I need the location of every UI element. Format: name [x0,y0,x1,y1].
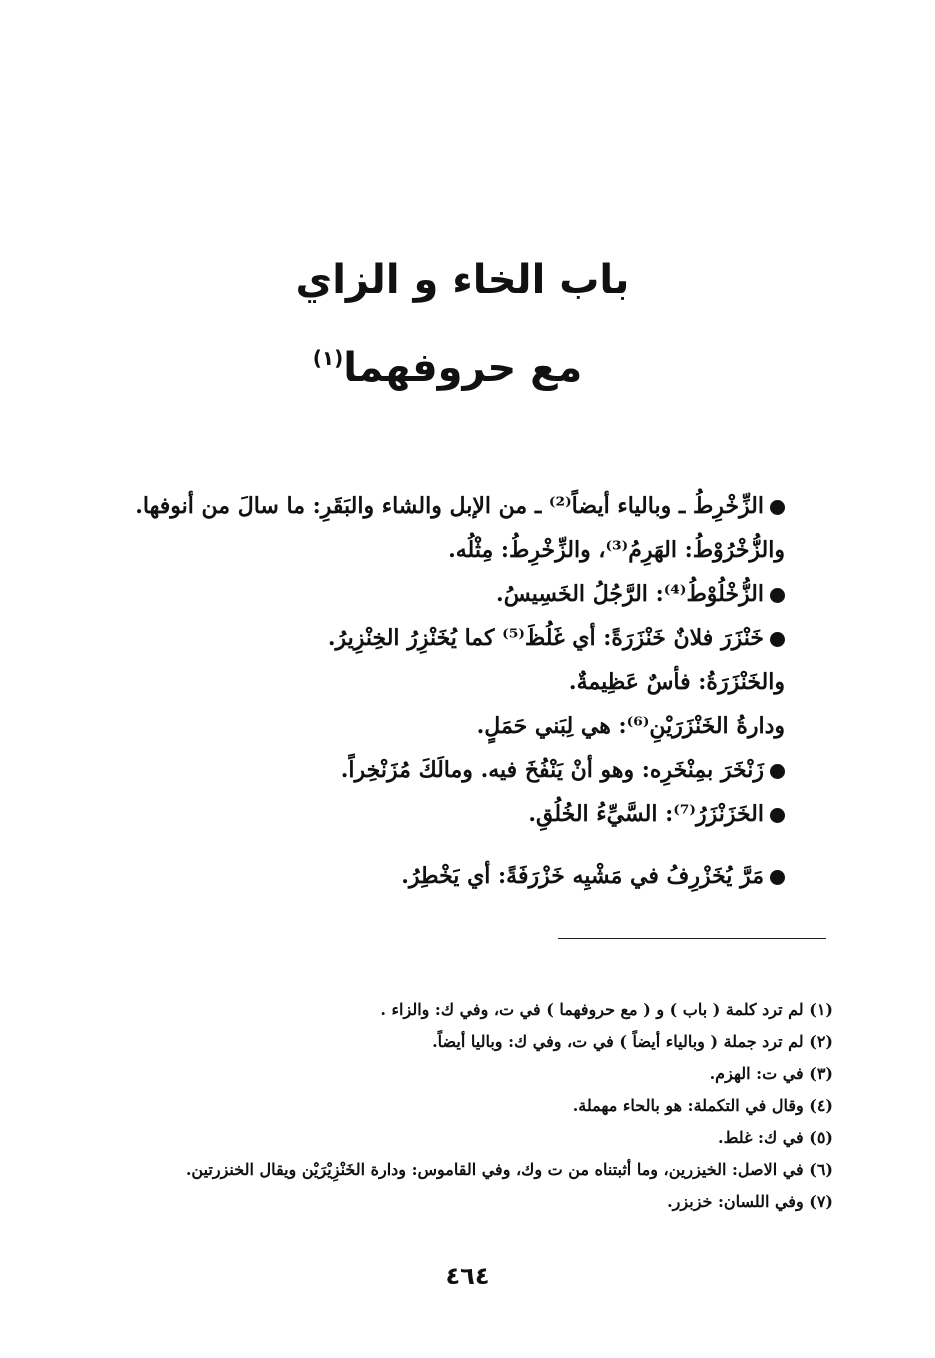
entry-darat-khanzarayn [85,704,785,748]
entry-text: والخَنْزَرَةُ: فأسٌ عَظِيمةٌ. [568,669,785,695]
bullet-icon [770,808,785,823]
dictionary-entries [85,484,785,898]
entry-text: الزِّخْرِطُ ـ وبالياء أيضاً⁽²⁾ ـ من الإبل والشاء والبَقَرِ: ما سالَ من أنوفها. [135,493,764,519]
entry-zikhrit [85,484,785,528]
entry-text: الخَزَنْزَرُ⁽⁷⁾: السَّيِّءُ الخُلُقِ. [528,801,764,827]
footnote-1: (١) لم ترد كلمة ( باب ) و ( مع حروفهما ) في ت، وفي ك: والزاء . [380,1000,833,1019]
chapter-subtitle-text: مع حروفهما [343,345,583,391]
bullet-icon [770,500,785,515]
bullet-icon [770,588,785,603]
entry-khazanzar [85,792,785,836]
chapter-footnote-ref: (١) [312,346,344,370]
chapter-title [0,252,935,308]
entry-zukhrut [85,528,785,572]
footnote-divider [558,938,826,939]
entry-text: الزُّخْلُوْطُ⁽⁴⁾: الرَّجُلُ الخَسِيسُ. [496,581,764,607]
entry-khazrafa [85,854,785,898]
chapter-title-text: باب الخاء و الزاي [295,257,630,303]
footnote-7: (٧) وفي اللسان: خزبزر. [667,1192,833,1211]
entry-text: مَرَّ يُخَزْرِفُ في مَشْيِه خَزْرَفَةً: أي يَخْطِرُ. [401,863,764,889]
entry-khanzar [85,616,785,660]
entry-text: ودارةُ الخَنْزَرَيْنِ⁽⁶⁾: هي لِبَني حَمَلٍ. [476,713,785,739]
entry-text: خَنْزَرَ فلانٌ خَنْزَرَةً: أي غَلُظَ⁽⁵⁾ كما يُخَنْزِرُ الخِنْزِيرُ. [327,625,764,651]
footnote-5: (٥) في ك: غلط. [718,1128,833,1147]
footnote-2: (٢) لم ترد جملة ( وبالياء أيضاً ) في ت، وفي ك: وباليا أيضاً. [432,1032,833,1051]
bullet-icon [770,870,785,885]
entry-text: زَنْخَرَ بمِنْخَرِه: وهو أنْ يَنْفُخَ فيه. ومالَكَ مُزَنْخِراً. [340,757,764,783]
footnote-6: (٦) في الاصل: الخيزرين، وما أثبتناه من ت وك، وفي القاموس: ودارة الخَنْزِيْرَيْن ويقال الخنزرتين. [185,1160,833,1179]
entry-zukhlut [85,572,785,616]
entry-zankhar [85,748,785,792]
bullet-icon [770,764,785,779]
footnote-4: (٤) وقال في التكملة: هو بالحاء مهملة. [572,1096,833,1115]
page-number: ٤٦٤ [445,1262,490,1290]
entry-khanzara [85,660,785,704]
chapter-subtitle [0,330,935,396]
footnote-3: (٣) في ت: الهزم. [709,1064,833,1083]
entry-text: والزُّخْرُوْطُ: الهَرِمُ⁽³⁾، والزِّخْرِطُ: مِثْلُه. [448,537,785,563]
bullet-icon [770,632,785,647]
footnotes [113,994,833,1218]
